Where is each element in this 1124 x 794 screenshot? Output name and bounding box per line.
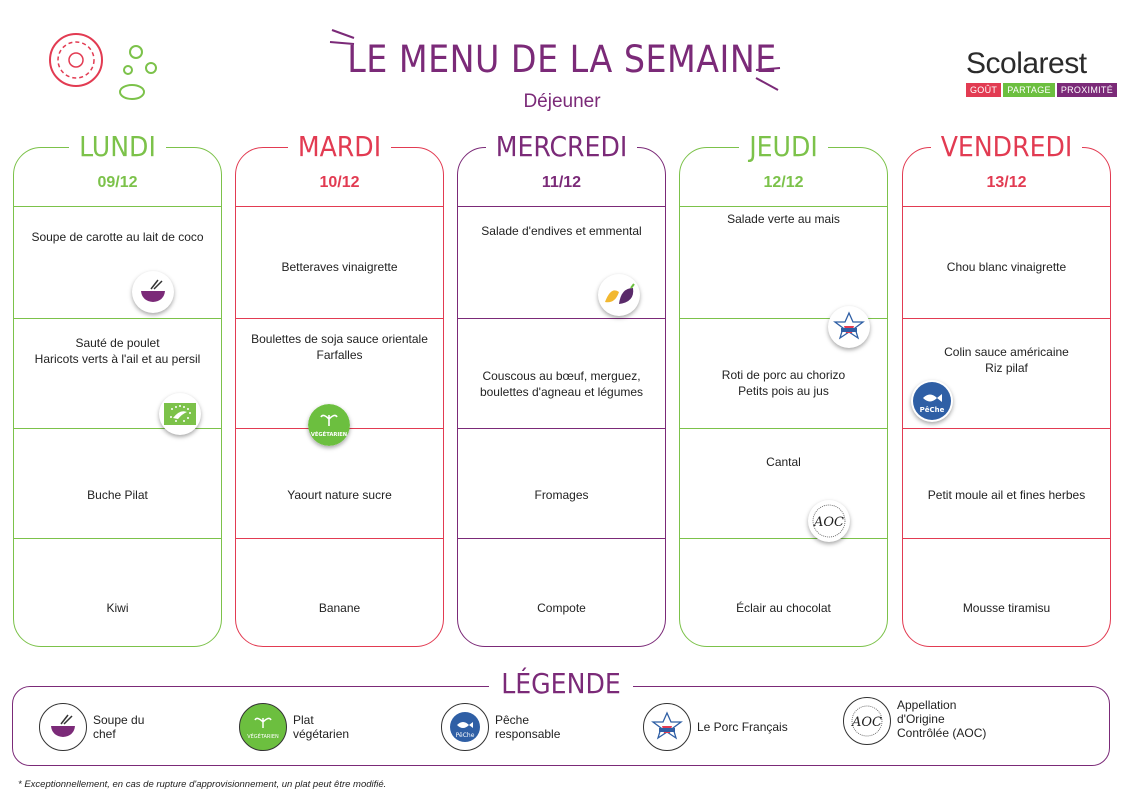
- page-title: LE MENU DE LA SEMAINE: [347, 38, 777, 81]
- legend-label-fish: Pêche responsable: [495, 713, 561, 741]
- day-date: 10/12: [319, 174, 360, 191]
- porc-badge-icon: [828, 306, 870, 348]
- brand-tag-gout: GOÛT: [966, 83, 1001, 97]
- legend-label-soup: Soupe du chef: [93, 713, 145, 741]
- day-name: MERCREDI: [486, 130, 638, 163]
- brand-name: Scolarest: [966, 47, 1087, 80]
- row-divider: [903, 428, 1110, 429]
- day-column-vendredi: [902, 130, 1111, 647]
- menu-item: Cantal: [766, 455, 801, 469]
- menu-item: Petit moule ail et fines herbes: [927, 488, 1086, 502]
- legend-item-soup: [39, 703, 144, 751]
- legend-item-aoc: [843, 697, 986, 745]
- menu-item: Couscous au bœuf, merguez, boulettes d'agneau et légumes: [479, 369, 644, 399]
- peche-badge-icon: [911, 380, 953, 422]
- legend-box: [12, 667, 1110, 766]
- legend-item-fish: [441, 703, 560, 751]
- veg2-badge-icon: [598, 274, 640, 316]
- page-subtitle: Déjeuner: [523, 91, 601, 112]
- row-divider: [680, 206, 887, 207]
- day-date: 09/12: [97, 174, 138, 191]
- brand-tag-proximite: PROXIMITÉ: [1057, 83, 1117, 97]
- menu-item: Chou blanc vinaigrette: [946, 260, 1067, 274]
- french-pork-icon: [643, 703, 691, 751]
- menu-item: Éclair au chocolat: [736, 601, 831, 615]
- row-divider: [14, 538, 221, 539]
- menu-item: Boulettes de soja sauce orientale Farfalles: [251, 332, 428, 362]
- legend-item-vegetarian: [239, 703, 349, 751]
- day-name: LUNDI: [69, 130, 166, 163]
- svg-text:PêChe: PêChe: [919, 406, 945, 414]
- svg-text:AOC: AOC: [814, 515, 844, 530]
- scolarest-logo: [966, 47, 1114, 97]
- aoc-badge-icon: [808, 500, 850, 542]
- day-name: VENDREDI: [931, 130, 1083, 163]
- vegetarian-icon: [239, 703, 287, 751]
- svg-text:VÉGÉTARIEN: VÉGÉTARIEN: [247, 734, 279, 740]
- footnote: * Exceptionnellement, en cas de rupture d'approvisionnement, un plat peut être modifié.: [18, 779, 387, 790]
- svg-text:AOC: AOC: [852, 715, 882, 730]
- aoc-icon: [843, 697, 891, 745]
- legend-label-aoc: Appellation d'Origine Contrôlée (AOC): [897, 698, 987, 740]
- row-divider: [14, 206, 221, 207]
- menu-item: Yaourt nature sucre: [287, 488, 392, 502]
- day-column-lundi: [13, 130, 222, 647]
- row-divider: [458, 428, 665, 429]
- menu-item: Roti de porc au chorizo Petits pois au jus: [721, 368, 846, 398]
- day-name: JEUDI: [739, 130, 828, 163]
- bio-badge-icon: [159, 393, 201, 435]
- day-column-mercredi: [457, 130, 666, 647]
- brand-tag-partage: PARTAGE: [1003, 83, 1055, 97]
- day-date: 13/12: [986, 174, 1027, 191]
- row-divider: [458, 318, 665, 319]
- menu-item: Soupe de carotte au lait de coco: [31, 230, 204, 244]
- menu-item: Kiwi: [106, 601, 129, 615]
- soup-bowl-icon: [39, 703, 87, 751]
- legend-label-vegetarian: Plat végétarien: [293, 713, 350, 741]
- row-divider: [14, 318, 221, 319]
- legend-label-pork: Le Porc Français: [697, 720, 788, 734]
- menu-item: Betteraves vinaigrette: [281, 260, 398, 274]
- row-divider: [680, 538, 887, 539]
- row-divider: [236, 538, 443, 539]
- soup-badge-icon: [132, 271, 174, 313]
- day-date: 12/12: [763, 174, 804, 191]
- menu-item: Salade d'endives et emmental: [481, 224, 642, 238]
- menu-item: Fromages: [534, 488, 589, 502]
- day-column-mardi: [235, 130, 444, 647]
- menu-item: Buche Pilat: [87, 488, 148, 502]
- row-divider: [458, 538, 665, 539]
- day-date: 11/12: [541, 174, 582, 191]
- legend-title: LÉGENDE: [489, 667, 633, 700]
- menu-item: Salade verte au mais: [727, 212, 840, 226]
- fish-icon: [441, 703, 489, 751]
- row-divider: [458, 206, 665, 207]
- row-divider: [903, 318, 1110, 319]
- row-divider: [236, 318, 443, 319]
- row-divider: [903, 538, 1110, 539]
- menu-item: Mousse tiramisu: [962, 601, 1051, 615]
- day-column-jeudi: [679, 130, 888, 647]
- menu-item: Compote: [537, 601, 586, 615]
- veg-badge-icon: [308, 404, 350, 446]
- legend-item-pork: [643, 703, 788, 751]
- row-divider: [680, 428, 887, 429]
- row-divider: [903, 206, 1110, 207]
- menu-item: Banane: [318, 601, 361, 615]
- menu-item: Sauté de poulet Haricots verts à l'ail et au persil: [34, 336, 201, 366]
- svg-text:PêChe: PêChe: [455, 732, 475, 739]
- svg-text:VÉGÉTARIEN: VÉGÉTARIEN: [310, 432, 348, 438]
- menu-item: Colin sauce américaine Riz pilaf: [944, 345, 1069, 375]
- day-name: MARDI: [288, 130, 391, 163]
- row-divider: [236, 206, 443, 207]
